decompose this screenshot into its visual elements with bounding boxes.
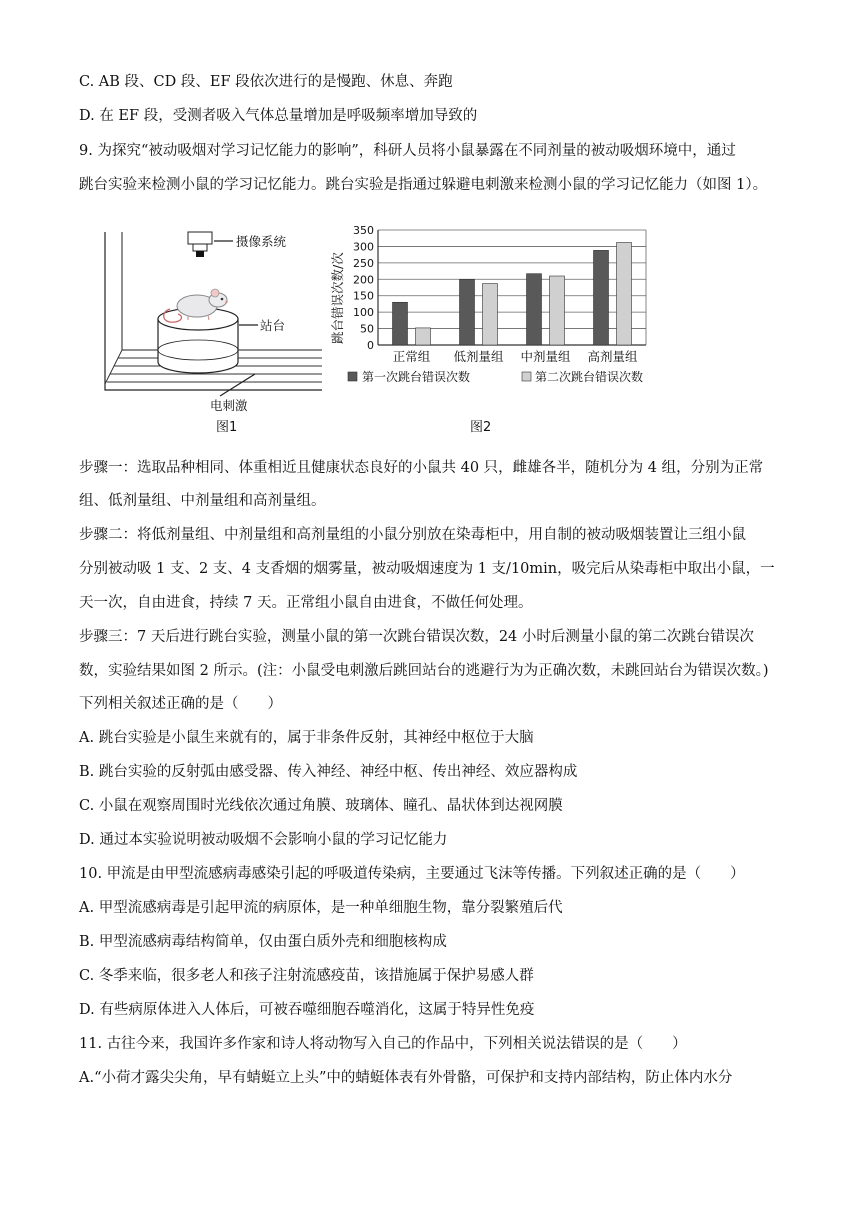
- bar-first-3: [594, 250, 609, 345]
- bar-second-0: [416, 328, 431, 345]
- step3-line-1: 步骤三：7 天后进行跳台实验，测量小鼠的第一次跳台错误次数，24 小时后测量小鼠的第二次跳台错误次: [79, 629, 754, 645]
- x-category-label: 正常组: [392, 349, 431, 364]
- bar-first-2: [527, 274, 542, 345]
- platform-label: 站台: [260, 318, 286, 333]
- step1-line-2: 组、低剂量组、中剂量组和高剂量组。: [79, 493, 326, 509]
- y-tick-label: 200: [353, 273, 374, 287]
- question-10-stem: 10. 甲流是由甲型流感病毒感染引起的呼吸道传染病，主要通过飞沫等传播。下列叙述正确的是（ ）: [79, 866, 745, 882]
- question-9-line-2: 跳台实验来检测小鼠的学习记忆能力。跳台实验是指通过躲避电刺激来检测小鼠的学习记忆能力（如图 1）。: [79, 177, 768, 193]
- q10-option-b: B. 甲型流感病毒结构简单，仅由蛋白质外壳和细胞核构成: [79, 934, 447, 950]
- bar-second-1: [483, 284, 498, 345]
- camera-label: 摄像系统: [236, 234, 287, 249]
- step2-line-3: 天一次，自由进食，持续 7 天。正常组小鼠自由进食，不做任何处理。: [79, 595, 533, 611]
- legend-label-first: 第一次跳台错误次数: [362, 370, 471, 384]
- question-11-stem: 11. 古往今来，我国许多作家和诗人将动物写入自己的作品中，下列相关说法错误的是（ ）: [79, 1036, 687, 1052]
- camera-icon: [188, 232, 212, 257]
- q10-option-d: D. 有些病原体进入人体后，可被吞噬细胞吞噬消化，这属于特异性免疫: [79, 1002, 535, 1018]
- shock-label: 电刺激: [210, 398, 248, 413]
- figure2-caption: 图2: [470, 420, 492, 435]
- y-tick-label: 50: [360, 322, 374, 336]
- x-category-label: 中剂量组: [520, 349, 571, 364]
- option-d-line: D. 在 EF 段，受测者吸入气体总量增加是呼吸频率增加导致的: [79, 108, 478, 124]
- q10-option-a: A. 甲型流感病毒是引起甲流的病原体，是一种单细胞生物，靠分裂繁殖后代: [79, 900, 563, 916]
- q11-option-a: A.“小荷才露尖尖角，早有蜻蜓立上头”中的蜻蜓体表有外骨骼，可保护和支持内部结构，防止体内水分: [79, 1070, 733, 1086]
- y-tick-label: 150: [353, 289, 374, 303]
- bar-first-0: [393, 302, 408, 345]
- q10-option-c: C. 冬季来临，很多老人和孩子注射流感疫苗，该措施属于保护易感人群: [79, 968, 534, 984]
- figure1-apparatus: [100, 224, 350, 439]
- y-axis-label: 跳台错误次数/次: [330, 252, 345, 344]
- step3-line-2: 数，实验结果如图 2 所示。(注：小鼠受电刺激后跳回站台的逃避行为为正确次数，未跳回站台为错误次数。): [79, 663, 769, 679]
- step2-line-1: 步骤二：将低剂量组、中剂量组和高剂量组的小鼠分别放在染毒柜中，用自制的被动吸烟装置让三组小鼠: [79, 527, 746, 543]
- q9-option-d: D. 通过本实验说明被动吸烟不会影响小鼠的学习记忆能力: [79, 832, 448, 848]
- step1-line-1: 步骤一：选取品种相同、体重相近且健康状态良好的小鼠共 40 只，雌雄各半，随机分为 4 组，分别为正常: [79, 460, 764, 476]
- y-tick-label: 350: [353, 224, 374, 237]
- q9-option-c: C. 小鼠在观察周围时光线依次通过角膜、玻璃体、瞳孔、晶状体到达视网膜: [79, 798, 563, 814]
- q9-option-a: A. 跳台实验是小鼠生来就有的，属于非条件反射，其神经中枢位于大脑: [79, 730, 534, 746]
- figure1-caption: 图1: [216, 420, 238, 435]
- y-tick-label: 300: [353, 240, 374, 254]
- legend-label-second: 第二次跳台错误次数: [535, 370, 644, 384]
- figures-area: [100, 224, 680, 439]
- legend-swatch-first: [348, 372, 357, 381]
- y-tick-label: 0: [367, 339, 374, 352]
- question-9-line-1: 9. 为探究“被动吸烟对学习记忆能力的影响”，科研人员将小鼠暴露在不同剂量的被动吸烟环境中，通过: [79, 143, 736, 159]
- x-category-label: 高剂量组: [587, 349, 638, 364]
- bar-second-2: [550, 276, 565, 345]
- y-tick-label: 100: [353, 306, 374, 320]
- step2-line-2: 分别被动吸 1 支、2 支、4 支香烟的烟雾量，被动吸烟速度为 1 支/10min，吸完后从染毒柜中取出小鼠，一: [79, 561, 775, 577]
- y-tick-label: 250: [353, 256, 374, 270]
- bar-first-1: [460, 279, 475, 345]
- x-category-label: 低剂量组: [453, 349, 504, 364]
- question-9-prompt: 下列相关叙述正确的是（ ）: [79, 696, 282, 712]
- bar-second-3: [617, 242, 632, 345]
- figure2-chart: [328, 224, 668, 439]
- legend: [348, 369, 643, 384]
- legend-swatch-second: [522, 372, 531, 381]
- platform-cylinder: [158, 308, 238, 373]
- option-c-line: C. AB 段、CD 段、EF 段依次进行的是慢跑、休息、奔跑: [79, 74, 453, 90]
- q9-option-b: B. 跳台实验的反射弧由感受器、传入神经、神经中枢、传出神经、效应器构成: [79, 764, 578, 780]
